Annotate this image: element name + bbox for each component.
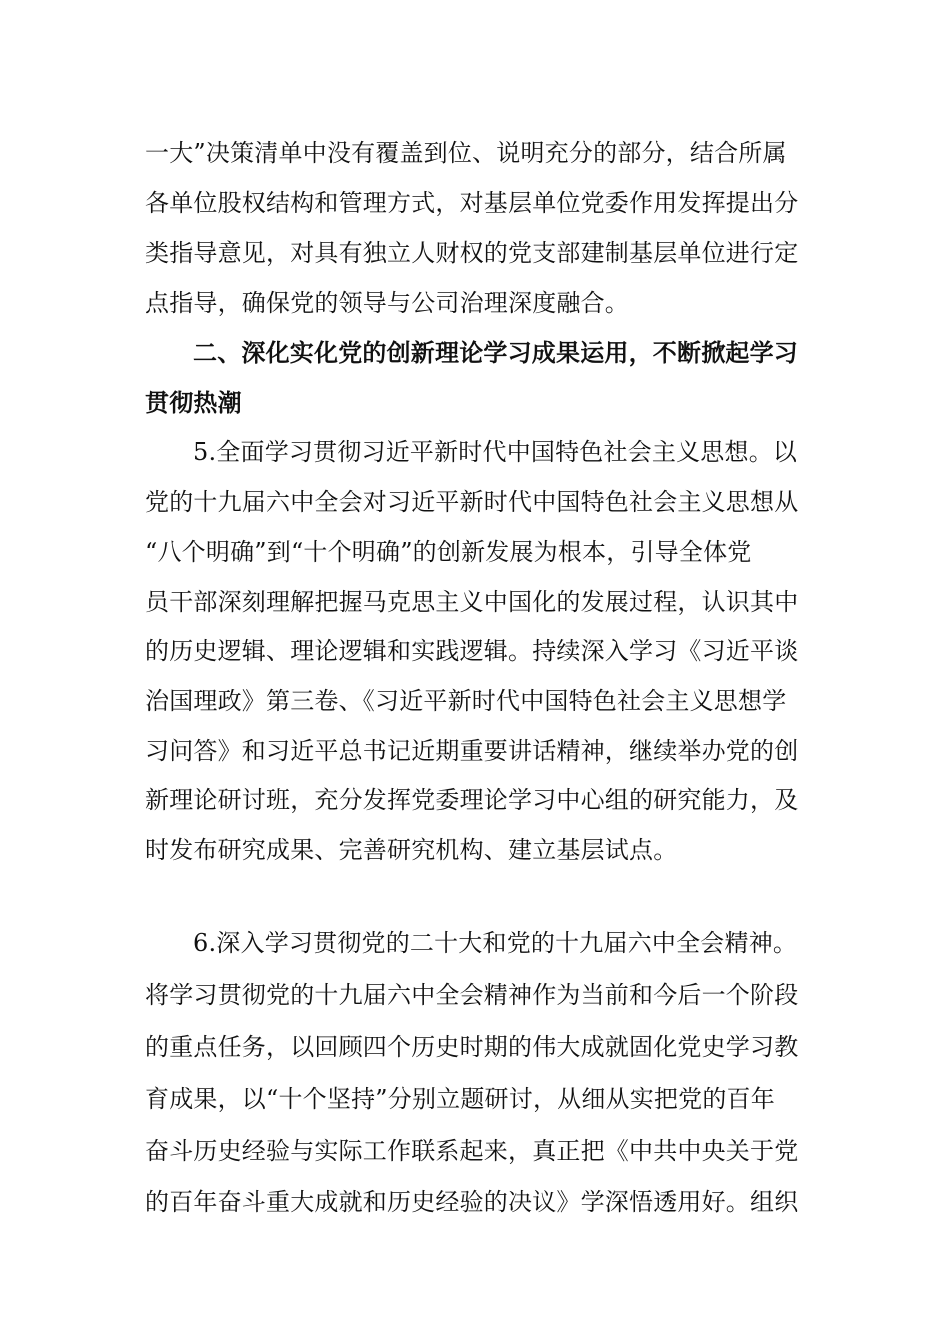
section-heading-continued: 贯彻热潮 (145, 389, 242, 417)
body-text-line: 的重点任务，以回顾四个历史时期的伟大成就固化党史学习教 (145, 1033, 799, 1061)
body-text-line: 治国理政》第三卷、《习近平新时代中国特色社会主义思想学 (145, 687, 787, 715)
body-text-line: 奋斗历史经验与实际工作联系起来，真正把《中共中央关于党 (145, 1137, 799, 1165)
section-heading: 二、深化实化党的创新理论学习成果运用，不断掀起学习 (193, 339, 798, 367)
body-text-line: 新理论研讨班，充分发挥党委理论学习中心组的研究能力，及 (145, 786, 799, 814)
paragraph-start: 5.全面学习贯彻习近平新时代中国特色社会主义思想。以 (193, 438, 798, 466)
body-text-line: 各单位股权结构和管理方式，对基层单位党委作用发挥提出分 (145, 189, 799, 217)
body-text-line: 类指导意见，对具有独立人财权的党支部建制基层单位进行定 (145, 239, 799, 267)
body-text-line: “八个明确”到“十个明确”的创新发展为根本，引导全体党 (145, 538, 752, 566)
body-text-line: 党的十九届六中全会对习近平新时代中国特色社会主义思想从 (145, 488, 799, 516)
body-text-line: 将学习贯彻党的十九届六中全会精神作为当前和今后一个阶段 (145, 981, 799, 1009)
paragraph-start: 6.深入学习贯彻党的二十大和党的十九届六中全会精神。 (193, 929, 798, 957)
body-text-line: 育成果，以“十个坚持”分别立题研讨，从细从实把党的百年 (145, 1085, 775, 1113)
body-text-line: 一大”决策清单中没有覆盖到位、说明充分的部分，结合所属 (145, 139, 787, 167)
body-text-line: 点指导，确保党的领导与公司治理深度融合。 (145, 289, 629, 317)
body-text-line: 习问答》和习近平总书记近期重要讲话精神，继续举办党的创 (145, 737, 799, 765)
body-text-line: 的百年奋斗重大成就和历史经验的决议》学深悟透用好。组织 (145, 1188, 799, 1216)
body-text-line: 员干部深刻理解把握马克思主义中国化的发展过程，认识其中 (145, 588, 799, 616)
body-text-line: 的历史逻辑、理论逻辑和实践逻辑。持续深入学习《习近平谈 (145, 637, 799, 665)
body-text-line: 时发布研究成果、完善研究机构、建立基层试点。 (145, 836, 678, 864)
